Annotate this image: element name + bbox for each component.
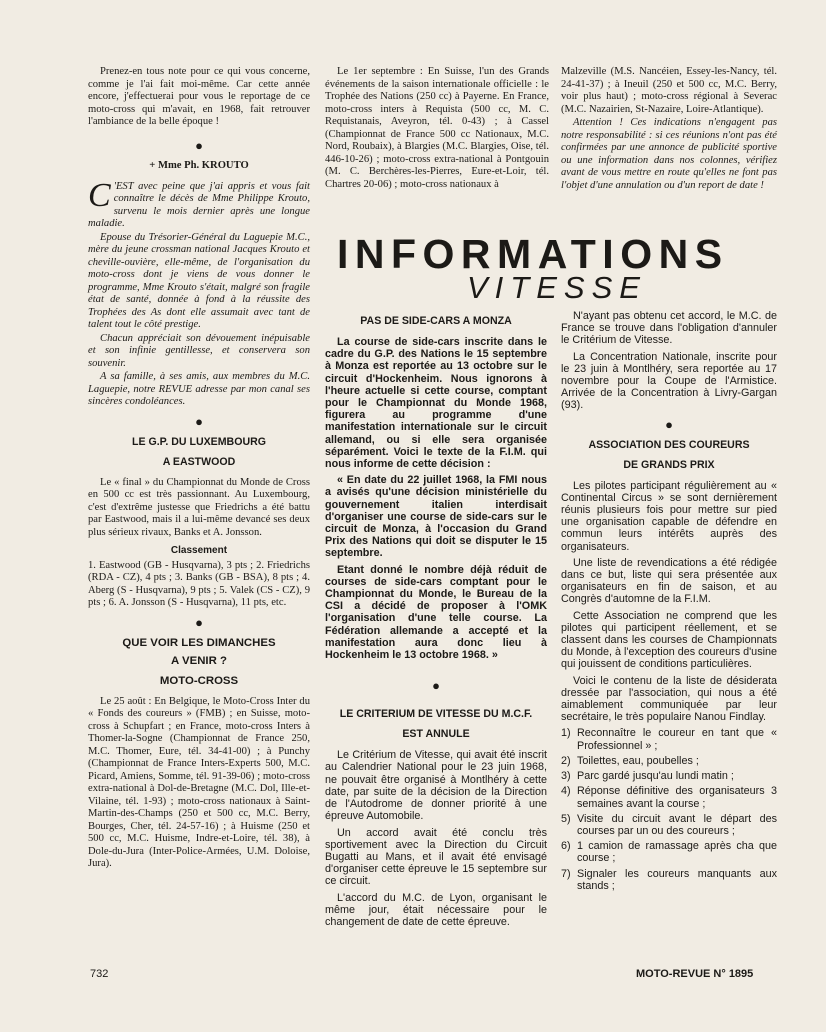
luxembourg-paragraph: Le « final » du Championnat du Monde de Cross en 500 cc est très passionnant. Au Luxembourg, c'est d'extrême justesse que Friedrichs a été battu par Eastwood, mais il a lui-même devancé ses deux plus sérieux rivaux, Banks et A. Jonsson. — [88, 476, 310, 538]
list-item: 5) Visite du circuit avant le départ des courses par un ou des coureurs ; — [561, 812, 777, 837]
separator-bullet: ● — [195, 137, 203, 153]
separator-bullet: ● — [195, 413, 203, 429]
obituary-heading: + Mme Ph. KROUTO — [149, 159, 249, 171]
magazine-issue: MOTO-REVUE N° 1895 — [636, 968, 754, 980]
side-cars-paragraph-3: Etant donné le nombre déjà réduit de courses de side-cars comptant pour le Championnat du Monde, le Bureau de la CSI a décidé de proposer à l'OMK l'organisation d'une telle course. La Fédération allemande a accepté et la manifestation aura donc lieu à Hockenheim le 13 octobre 1968. » — [325, 563, 547, 662]
criterium-heading-line-2: EST ANNULE — [402, 728, 470, 741]
list-item: 7) Signaler les coureurs manquants aux stands ; — [561, 867, 777, 892]
attention-note: Attention ! Ces indications n'engagent pas notre responsabilité : si ces réunions n'ont pas été confirmées par une annonce de publicité sportive ou une information dans nos colonnes, vérifiez avant de vous mettre en route qu'elles ne font pas l'objet d'une annulation ou d'un report de date ! — [561, 117, 777, 191]
obituary-paragraph-4: A sa famille, à ses amis, aux membres du M.C. Laguepie, notre REVUE adresse par mon canal ses sincères condoléances. — [88, 371, 310, 407]
column-1 — [88, 66, 310, 872]
dimanches-heading-line-1: QUE VOIR LES DIMANCHES — [122, 636, 276, 649]
side-cars-paragraph-1: La course de side-cars inscrite dans le cadre du G.P. des Nations le 15 septembre à Monza est reportée au 13 octobre sur le circuit d'Hockenheim. Nous ignorons à l'heure actuelle si cette course, comptant pour le Championnat du Monde 1968, figurera au programme d'une manifestation internationale sur le circuit allemand, ou si elle sera organisée séparément. Voici le texte de la F.I.M. qui nous informe de cette décision : — [325, 336, 547, 471]
annulation-paragraph: N'ayant pas obtenu cet accord, le M.C. de France se trouve dans l'obligation d'annuler le Critérium de Vitesse. — [561, 310, 777, 347]
association-paragraph-2: Une liste de revendications a été rédigée dans ce but, liste qui sera présentée aux organisateurs en fin de saison, et au Congrès d'automne de la F.I.M. — [561, 556, 777, 606]
luxembourg-heading-line-1: LE G.P. DU LUXEMBOURG — [131, 435, 266, 448]
septembre-paragraph: Le 1er septembre : En Suisse, l'un des Grands événements de la saison internationale officielle : le Trophée des Nations (250 cc) à Payerne. En France, moto-cross inters à Requista (500 cc, M. C. Requistanais, Aveyron, tél. 0-43) ; à Cassel (Championnat de France 500 cc Nationaux, M.C. Nord, Roubaix), à Blargies (M.C. Blargies, Oise, tél. 446-10-26) ; moto-cross extra-national à Pontgouin (M. C. Berchères-les-Pierres, Eure-et-Loir, tél. Chartres 20-06) ; moto-cross nationaux à — [325, 66, 549, 190]
side-cars-heading: PAS DE SIDE-CARS A MONZA — [360, 315, 512, 327]
banner-subtitle: VITESSE — [467, 270, 647, 305]
desiderata-list — [561, 727, 777, 891]
criterium-paragraph-2: Un accord avait été conclu très sportivement avec la Direction du Circuit Bugatti au Mans, et il avait été envisagé d'organiser cette épreuve le 15 septembre sur ce circuit. — [325, 826, 547, 888]
calendar-continued: Malzeville (M.S. Nancéien, Essey-les-Nancy, tél. 24-41-37) ; à Ineuil (250 et 500 cc, M.C. Berry, voir plus haut) ; moto-cross régional à Severac (M.C. Nazairien, St-Nazaire, Loire-Atlantique). — [561, 66, 777, 115]
column-3-top — [561, 66, 777, 193]
criterium-paragraph-3: L'accord du M.C. de Lyon, organisant le même jour, était nécessaire pour le changement de date de cette épreuve. — [325, 891, 547, 928]
association-heading-line-1: ASSOCIATION DES COUREURS — [588, 438, 750, 451]
classement-results: 1. Eastwood (GB - Husqvarna), 3 pts ; 2. Friedrichs (RDA - CZ), 4 pts ; 3. Banks (GB - BSA), 8 pts ; 4. Aberg (S - Husqvarna), 9 pts ; 5. Valek (CS - CZ), 9 pts ; 6. A. Jonsson (S - Husqvarna), 11 pts, etc. — [88, 559, 310, 608]
luxembourg-heading-line-2: A EASTWOOD — [162, 455, 236, 468]
list-item: 6) 1 camion de ramassage après cha que course ; — [561, 840, 777, 865]
dimanches-heading-line-2: A VENIR ? — [171, 654, 227, 667]
association-paragraph-1: Les pilotes participant régulièrement au « Continental Circus » se sont dernièrement réunis plusieurs fois pour mettre sur pied une organisation capable de défendre en commun leurs intérêts auprès des organisateurs. — [561, 479, 777, 553]
dimanches-paragraph: Le 25 août : En Belgique, le Moto-Cross Inter du « Fonds des coureurs » (FMB) ; en Suisse, moto-cross à Schupfart ; en France, moto-cross Inters à Thomer-la-Sogne (Championnat de France 250, M.C. Thomer, Eure, tél. 34-41-00) ; à Punchy (Championnat de France Inters-Experts 500, M.C. Picard, Amiens, Somme, tél. 91-39-06) ; moto-cross extra-national à Dol-de-Bretagne (M.C. Dol, Ille-et-Vilaine, tél. 1-93) ; moto-cross nationaux à Saint-Martin-des-Champs (250 et 500 cc, M.C. Berry, Bourges, Cher, tél. 24-57-16) ; à Huisme (250 et 500 cc, M.C. Huisme, Indre-et-Loire, tél. 38), à Dole-du-Jura (Inter-Police-Armées, U.M. Doloise, Jura). — [88, 695, 310, 869]
concentration-paragraph: La Concentration Nationale, inscrite pour le 23 juin à Montlhéry, sera reportée au 17 novembre pour la Coupe de l'Armistice. Arrivée de la Concentration à Livry-Gargan (93). — [561, 350, 777, 412]
separator-bullet: ● — [195, 614, 203, 630]
list-item: 2) Toilettes, eau, poubelles ; — [561, 754, 699, 767]
column-2-top — [325, 66, 549, 192]
obituary-paragraph-2: Epouse du Trésorier-Général du Laguepie M.C., mère du jeune crossman national Jacques Krouto et cheville-ouvière, elle-même, de l'organisation du moto-cross dont je viens de vous donner le programme, Mme Krouto s'était, malgré son fragile état de santé, donnée à fond à la réussite des Trophées des As dont elle assumait avec tant de talent tout le côté prestige. — [88, 231, 310, 330]
drop-cap: C — [88, 176, 111, 214]
classement-heading: Classement — [170, 545, 228, 556]
intro-paragraph: Prenez-en tous note pour ce qui vous concerne, comme je l'ai fait moi-même. Car cette année encore, j'effectuerai pour vous le reportage de ce moto-cross qui m'avait, en 1968, fait retrouver l'ambiance de la belle époque ! — [88, 66, 310, 127]
obituary-paragraph-1: C 'EST avec peine que j'ai appris et vous fait connaître le décès de Mme Philippe Krouto, survenu le mois dernier après une longue maladie. — [88, 176, 310, 229]
list-item: 4) Réponse définitive des organisateurs 3 semaines avant la course ; — [561, 785, 777, 810]
banner-title: INFORMATIONS — [337, 231, 729, 277]
association-paragraph-4: Voici le contenu de la liste de désiderata dressée par l'association, qui nous a été aimablement communiquée par leur secrétaire, le très populaire Nanou Findlay. — [561, 674, 777, 724]
page-number: 732 — [90, 968, 109, 980]
separator-bullet: ● — [432, 678, 440, 694]
column-3 — [561, 310, 777, 893]
criterium-paragraph-1: Le Critérium de Vitesse, qui avait été inscrit au Calendrier National pour le 23 juin 1968, ne pouvait être organisé à Montlhéry à cette date, par suite de la décision de la Direction de l'Autodrome de donner priorité à une épreuve Automobile. — [325, 749, 547, 823]
association-paragraph-3: Cette Association ne comprend que les pilotes qui participent réellement, et se classent dans les courses de Championnats du Monde, à l'exception des coureurs d'usine qui jouissent de conditions particulières. — [561, 609, 777, 671]
criterium-heading-line-1: LE CRITERIUM DE VITESSE DU M.C.F. — [339, 708, 533, 721]
obituary-paragraph-3: Chacun appréciait son dévouement inépuisable et son infinie gentillesse, et conservera son souvenir. — [88, 332, 310, 369]
list-item: 1) Reconnaître le coureur en tant que « Professionnel » ; — [561, 727, 777, 752]
association-heading-line-2: DE GRANDS PRIX — [623, 458, 715, 471]
section-banner — [329, 231, 799, 305]
separator-bullet: ● — [665, 416, 673, 432]
side-cars-quote: « En date du 22 juillet 1968, la FMI nous a avisés qu'une décision ministérielle du gouvernement italien interdisait d'organiser une course de side-cars sur le circuit de Monza, à l'occasion du Grand Prix des Nations qui doit se disputer le 15 septembre. — [325, 474, 547, 560]
dimanches-heading-line-3: MOTO-CROSS — [159, 674, 239, 687]
column-2 — [325, 310, 547, 929]
list-item: 3) Parc gardé jusqu'au lundi matin ; — [561, 770, 734, 783]
